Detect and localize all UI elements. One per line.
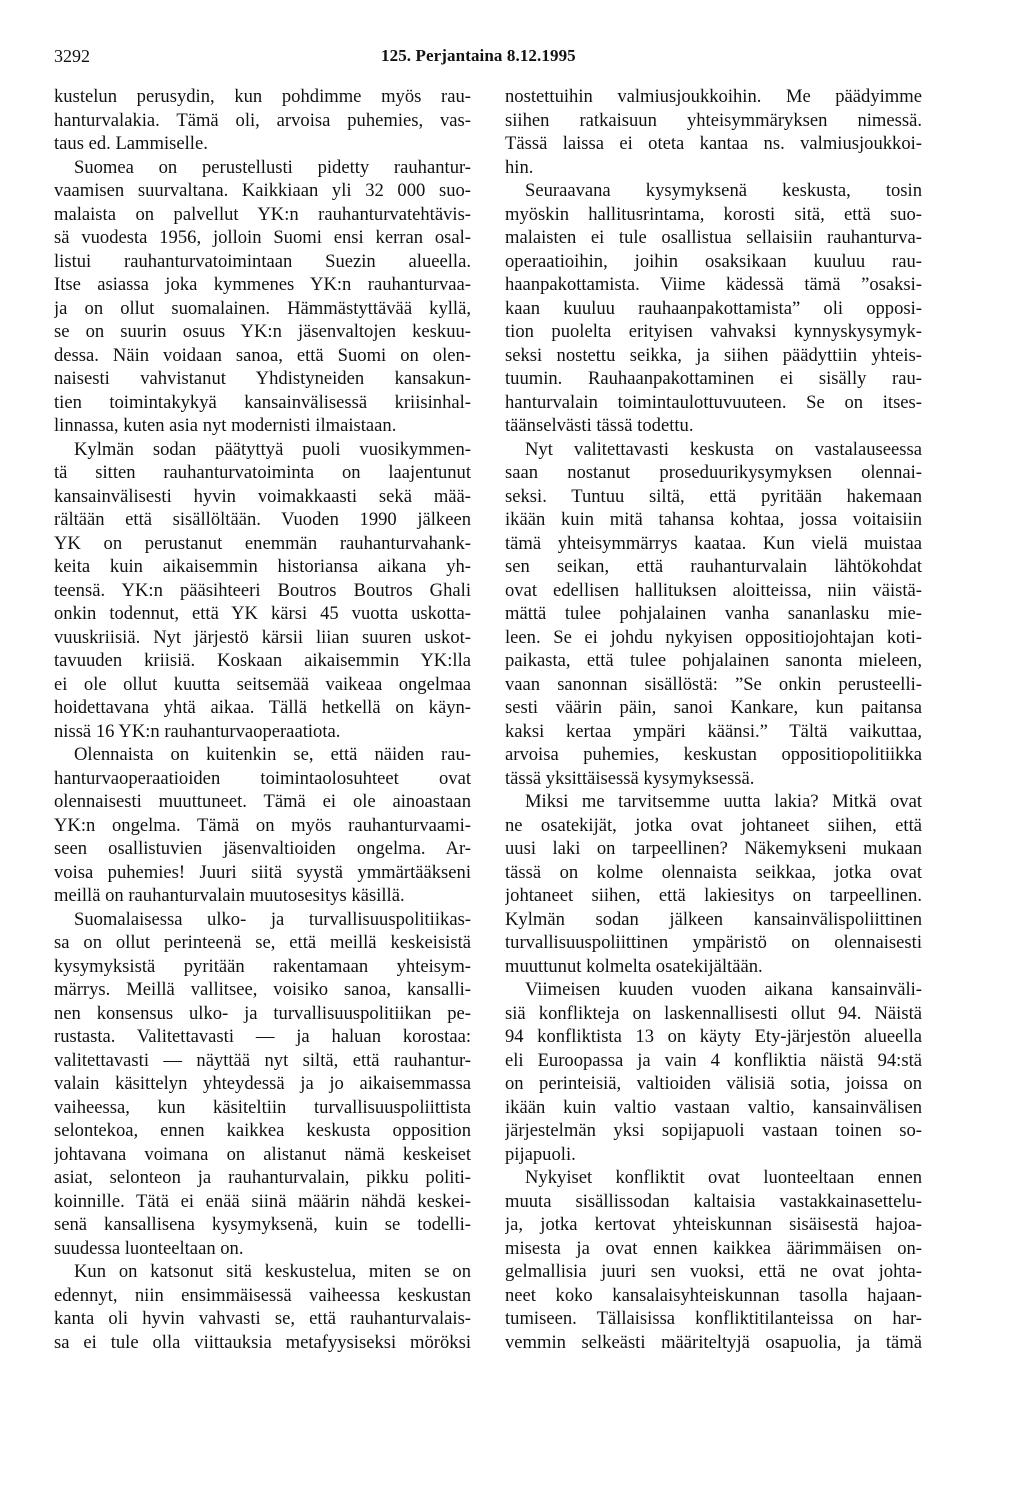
text-line: Tässä laissa ei oteta kantaa ns. valmiusjoukkoi- — [505, 133, 922, 154]
text-line: Viimeisen kuuden vuoden aikana kansainväli- — [525, 979, 922, 1000]
text-line: malaista on palvellut YK:n rauhanturvatehtävis- — [54, 203, 471, 225]
text-line: rältään että sisällöltään. Vuoden 1990 jälkeen — [54, 509, 471, 530]
text-line: listui rauhanturvatoimintaan Suezin alueella. — [54, 250, 471, 272]
text-line: haanpakottamista. Viime kädessä tämä ”osaksi- — [505, 274, 922, 295]
text-line: järjestelmän yksi sopijapuoli vastaan toinen so- — [505, 1120, 922, 1141]
text-line: hoidettavana yhtä aikaa. Tällä hetkellä on käyn- — [54, 697, 471, 718]
text-line: seksi nostettu seikka, ja siihen päädyttiin yhteis- — [505, 344, 922, 366]
text-line: sen seikan, että rauhanturvalain lähtökohdat — [505, 556, 922, 577]
text-line: asiat, selonteon ja rauhanturvalain, pikku politi- — [54, 1167, 471, 1188]
text-line: nissä 16 YK:n rauhanturvaoperaatiota. — [54, 720, 341, 742]
text-line: Suomea on perustellusti pidetty rauhantur- — [74, 156, 471, 178]
text-line: tässä on kolme olennaista seikkaa, jotka ovat — [505, 861, 922, 883]
text-line: keita kuin aikaisemmin historiansa aikana yh- — [54, 556, 471, 577]
text-line: ovat edellisen hallituksen aloitteissa, niin väistä- — [505, 579, 922, 601]
text-line: seen osallistuvien jäsenvaltioiden ongelma. Ar- — [54, 838, 471, 859]
text-line: onkin todennut, että YK kärsi 45 vuotta uskotta- — [54, 603, 471, 624]
text-line: pijapuoli. — [505, 1143, 576, 1165]
text-line: hanturvaoperaatioiden toimintaolosuhteet ovat — [54, 767, 471, 789]
text-line: ikään kuin valtio vastaan valtio, kansainvälisen — [505, 1096, 922, 1118]
text-line: myöskin hallitusrintama, korosti sitä, että suo- — [505, 203, 922, 225]
text-column-right — [505, 85, 922, 1354]
text-line: siihen ratkaisuun yhteisymmäryksen nimessä. — [505, 109, 922, 131]
text-line: Kun on katsonut sitä keskustelua, miten se on — [74, 1261, 471, 1282]
text-line: hanturvalakia. Tämä oli, arvoisa puhemies, vas- — [54, 109, 471, 131]
text-line: muuttunut kolmelta osatekijältään. — [505, 955, 763, 977]
text-line: paikasta, että tulee pohjalainen sanonta mieleen, — [505, 650, 922, 671]
text-line: rustasta. Valitettavasti — ja haluan korostaa: — [54, 1026, 471, 1047]
text-line: johtaneet siihen, että lakiesitys on tarpeellinen. — [505, 885, 922, 906]
text-line: naisesti vahvistanut Yhdistyneiden kansakun- — [54, 368, 471, 389]
text-line: uusi laki on tarpeellinen? Näkemykseni mukaan — [505, 838, 922, 859]
text-line: ne osatekijät, jotka ovat johtaneet siihen, että — [505, 814, 922, 836]
text-line: nen konsensus ulko- ja turvallisuuspolitiikan pe- — [54, 1002, 471, 1024]
text-line: Seuraavana kysymyksenä keskusta, tosin — [525, 180, 922, 201]
text-line: kysymyksistä pyritään rakentamaan yhteisym- — [54, 955, 471, 977]
text-line: sa ei tule olla viittauksia metafyysiseksi möröksi — [54, 1331, 471, 1353]
text-line: mättä tulee pohjalainen vanha sananlasku mie- — [505, 603, 922, 624]
text-line: sa on ollut perinteenä se, että meillä keskeisistä — [54, 932, 471, 953]
text-line: ei ole ollut kuutta seitsemää vaikeaa ongelmaa — [54, 673, 471, 695]
text-line: hanturvalain toimintaulottuvuuteen. Se on itses- — [505, 391, 922, 413]
text-line: YK on perustanut enemmän rauhanturvahank- — [54, 532, 471, 554]
text-line: kaksi kertaa ympäri käänsi.” Tältä vaikuttaa, — [505, 720, 922, 742]
text-line: sesti väärin päin, sanoi Kankare, kun paitansa — [505, 697, 922, 718]
text-line: tä sitten rauhanturvatoiminta on laajentunut — [54, 462, 471, 483]
text-line: YK:n ongelma. Tämä on myös rauhanturvaami- — [54, 814, 471, 836]
text-line: märrys. Meillä vallitsee, voisiko sanoa, kansalli- — [54, 979, 471, 1000]
text-line: vaamisen suurvaltana. Kaikkiaan yli 32 000 suo- — [54, 180, 471, 201]
text-line: suudessa luonteeltaan on. — [54, 1237, 244, 1259]
text-line: neet koko kansalaisyhteiskunnan tasolla hajaan- — [505, 1284, 922, 1306]
text-line: dessa. Näin voidaan sanoa, että Suomi on olen- — [54, 344, 471, 366]
text-line: linnassa, kuten asia nyt modernisti ilmaistaan. — [54, 415, 397, 436]
text-line: kustelun perusydin, kun pohdimme myös rau- — [54, 86, 471, 107]
text-line: misesta ja ovat ennen kaikkea äärimmäisen on- — [505, 1237, 922, 1259]
text-line: kaan kuuluu rauhaanpakottamista” oli opposi- — [505, 297, 922, 319]
text-line: meillä on rauhanturvalain muutosesitys käsillä. — [54, 885, 405, 906]
text-line: tässä yksittäisessä kysymyksessä. — [505, 767, 755, 789]
text-line: on perinteisiä, valtioiden välisiä sotia, joissa on — [505, 1073, 922, 1094]
text-line: tavuuden kriisiä. Koskaan aikaisemmin YK:lla — [54, 650, 471, 671]
text-line: Nyt valitettavasti keskusta on vastalauseessa — [525, 438, 922, 460]
text-line: johtavana voimana on alistanut nämä keskeiset — [54, 1143, 471, 1165]
text-line: Kylmän sodan jälkeen kansainvälispoliittinen — [505, 908, 922, 930]
text-line: tumiseen. Tällaisissa konfliktitilanteissa on har- — [505, 1308, 922, 1329]
text-line: sä vuodesta 1956, jolloin Suomi ensi kerran osal- — [54, 227, 471, 248]
text-line: se on suurin osuus YK:n jäsenvaltojen keskuu- — [54, 321, 471, 342]
text-line: Kylmän sodan päätyttyä puoli vuosikymmen- — [74, 438, 471, 460]
running-head: 125. Perjantaina 8.12.1995 — [381, 46, 576, 65]
text-line: vaan sanonnan sisällöstä: ”Se onkin perusteelli- — [505, 673, 922, 695]
text-line: Nykyiset konfliktit ovat luonteeltaan ennen — [525, 1167, 922, 1188]
text-column-left — [54, 85, 471, 1354]
text-line: valain käsittelyn yhteydessä ja jo aikaisemmassa — [54, 1073, 471, 1094]
text-line: turvallisuuspoliittinen ympäristö on olennaisesti — [505, 932, 922, 953]
text-line: vaiheessa, kun käsiteltiin turvallisuuspoliittista — [54, 1096, 471, 1118]
text-line: arvoisa puhemies, keskustan oppositiopolitiikka — [505, 744, 922, 765]
text-line: Suomalaisessa ulko- ja turvallisuuspolitiikas- — [74, 908, 471, 930]
text-line: ja, jotka kertovat yhteiskunnan sisäisestä hajoa- — [505, 1214, 922, 1235]
text-line: nostettuihin valmiusjoukkoihin. Me päädyimme — [505, 86, 922, 107]
page-number: 3292 — [54, 46, 90, 66]
text-line: koinnille. Tätä ei enää siinä määrin nähdä keskei- — [54, 1190, 471, 1212]
page-header — [54, 46, 954, 72]
text-line: muuta sisällissodan kaltaisia vastakkainasettelu- — [505, 1190, 922, 1212]
text-line: edennyt, niin ensimmäisessä vaiheessa keskustan — [54, 1284, 471, 1306]
text-line: teensä. YK:n pääsihteeri Boutros Boutros Ghali — [54, 579, 471, 601]
text-line: ikään kuin mitä tahansa kohtaa, jossa voitaisiin — [505, 509, 922, 530]
text-line: vuuskriisiä. Nyt järjestö kärsii liian suuren uskot- — [54, 626, 471, 648]
text-line: leen. Se ei johdu nykyisen oppositiojohtajan koti- — [505, 626, 922, 648]
text-line: vemmin selkeästi määriteltyjä osapuolia, ja tämä — [505, 1331, 922, 1353]
text-line: ja on ollut suomalainen. Hämmästyttävää kyllä, — [54, 297, 471, 319]
text-line: gelmallisia juuri sen vuoksi, että ne ovat johta- — [505, 1261, 922, 1282]
text-line: taus ed. Lammiselle. — [54, 133, 208, 154]
text-line: tuumin. Rauhaanpakottaminen ei sisälly rau- — [505, 368, 922, 389]
text-line: operaatioihin, joihin osaksikaan kuuluu rau- — [505, 250, 922, 272]
text-line: olennaisesti muuttuneet. Tämä ei ole ainoastaan — [54, 791, 471, 812]
text-line: senä kansallisena kysymyksenä, kuin se todelli- — [54, 1214, 471, 1235]
text-line: 94 konfliktista 13 on käyty Ety-järjestön alueella — [505, 1026, 922, 1047]
text-line: Itse asiassa joka kymmenes YK:n rauhanturvaa- — [54, 274, 471, 295]
text-line: eli Euroopassa ja vain 4 konfliktia näistä 94:stä — [505, 1049, 922, 1071]
text-line: täänselvästi tässä todettu. — [505, 415, 694, 436]
text-line: tämä yhteisymmärrys kaataa. Kun vielä muistaa — [505, 532, 922, 554]
text-line: kansainvälisesti hyvin voimakkaasti sekä mää- — [54, 485, 471, 507]
text-line: siä konflikteja on laskennallisesti ollut 94. Näistä — [505, 1002, 922, 1024]
text-line: malaisten ei tule osallistua sellaisiin rauhanturva- — [505, 227, 922, 248]
text-line: seksi. Tuntuu siltä, että pyritään hakemaan — [505, 485, 922, 507]
text-line: voisa puhemies! Juuri siitä syystä ymmärtääkseni — [54, 861, 471, 883]
text-line: hin. — [505, 156, 534, 178]
text-line: tien toimintakykyä kansainvälisessä kriisinhal- — [54, 391, 471, 413]
text-line: Olennaista on kuitenkin se, että näiden rau- — [74, 744, 471, 765]
text-line: tion puolelta erityisen vahvaksi kynnyskysymyk- — [505, 321, 922, 342]
text-line: kanta oli hyvin vahvasti se, että rauhanturvalais- — [54, 1308, 471, 1329]
text-line: saan nostanut proseduurikysymyksen olennai- — [505, 462, 922, 483]
text-line: selontekoa, ennen kaikkea keskusta opposition — [54, 1120, 471, 1141]
text-line: valitettavasti — näyttää nyt siltä, että rauhantur- — [54, 1049, 471, 1071]
text-line: Miksi me tarvitsemme uutta lakia? Mitkä ovat — [525, 791, 922, 812]
